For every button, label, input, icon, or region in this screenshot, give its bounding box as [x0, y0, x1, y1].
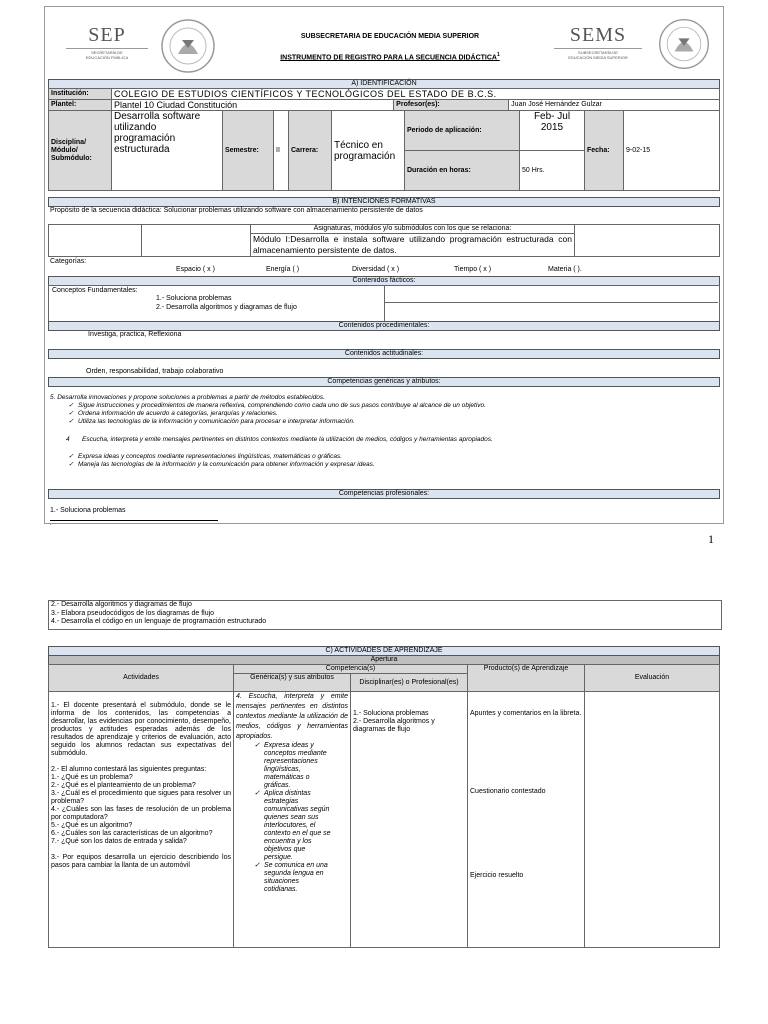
fecha-value: 9-02-15 [624, 111, 720, 191]
actividad-2-q3: 3.- ¿Cuál es el procedimiento que sigues para resolver un problema? [51, 790, 231, 805]
check-icon: ✓ [68, 418, 74, 425]
generica-4-b: Maneja las tecnologías de la información y la comunicación para obtener información y expresar ideas. [78, 461, 375, 468]
actividad-2-q6: 6.- ¿Cuáles son las características de un algoritmo? [51, 830, 213, 837]
generica-4-a-row [50, 453, 718, 461]
actividad-2-q7: 7.- ¿Qué son los datos de entrada y salida? [51, 838, 187, 845]
categoria-diversidad: Diversidad ( x ) [352, 266, 400, 273]
actividad-2-q1: 1.- ¿Qué es un problema? [51, 774, 133, 781]
generica-a: Expresa ideas y conceptos mediante representaciones lingüísticas, matemáticas o gráficas. [264, 742, 327, 789]
generica-c-row [236, 862, 348, 894]
actitudinal-value: Orden, responsabilidad, trabajo colaborativo [86, 368, 224, 375]
identificacion-table-2 [48, 110, 720, 191]
generica-4-b-row [50, 461, 718, 469]
asignaturas-right-blank [575, 225, 720, 257]
actividad-2-q5: 5.- ¿Qué es un algoritmo? [51, 822, 133, 829]
profesional-1: 1.- Soluciona problemas [50, 507, 126, 514]
duracion-value: 50 Hrs. [520, 151, 585, 191]
institucion-value: COLEGIO DE ESTUDIOS CIENTÍFICOS Y TECNOLÓGICOS DEL ESTADO DE B.C.S. [112, 89, 720, 100]
fecha-label: Fecha: [585, 111, 624, 191]
disciplina-label: Disciplina/ Módulo/ Submódulo: [49, 111, 112, 191]
identificacion-table [48, 88, 720, 111]
header-title-2-text: INSTRUMENTO DE REGISTRO PARA LA SECUENCIA DIDÁCTICA [280, 54, 497, 62]
genericas-title: Competencias genéricas y atributos: [48, 377, 720, 387]
check-icon: ✓ [68, 402, 74, 409]
col-disciplinares: Disciplinar(es) o Profesional(es) [351, 674, 468, 692]
generica-4-row [50, 436, 718, 444]
generica-b: Aplica distintas estrategias comunicativas según quienes sean sus interlocutores, el contexto en el que se encuentra y los objetivos que persigue. [264, 790, 331, 861]
actividad-3: 3.- Por equipos desarrolla un ejercicio describiendo los pasos para cambiar la llanta de un automóvil [51, 854, 231, 869]
actividad-2-q2: 2.- ¿Qué es el planteamiento de un problema? [51, 782, 196, 789]
sems-logo-sub1: SUBSECRETARÍA DE [578, 50, 618, 55]
sems-logo-sub2: EDUCACIÓN MEDIA SUPERIOR [568, 55, 628, 60]
generica-5: 5. Desarrolla innovaciones y propone soluciones a problemas a partir de métodos establecidos. [50, 394, 325, 401]
generica-5-b: Ordena información de acuerdo a categorías, jerarquías y relaciones. [78, 410, 278, 417]
asignaturas-table [48, 224, 720, 257]
categorias-label: Categorías: [50, 258, 87, 265]
sep-logo-sub2: EDUCACIÓN PÚBLICA [85, 55, 129, 60]
fundamentales-label: Conceptos Fundamentales: [52, 287, 138, 294]
periodo-value: Feb- Jul 2015 [520, 111, 585, 151]
disciplina-value: Desarrolla software utilizando programación estructurada [112, 111, 223, 191]
disciplinar-2: 2.- Desarrolla algoritmos y diagramas de flujo [353, 718, 435, 733]
header-title-2-sup: 1 [496, 52, 500, 58]
profesional-3: 3.- Elabora pseudocódigos de los diagramas de flujo [51, 609, 215, 617]
profesionales-title: Competencias profesionales: [48, 489, 720, 499]
profesionales-continued [48, 600, 722, 630]
categoria-tiempo: Tiempo ( x ) [454, 266, 492, 273]
generica-text: 4. Escucha, interpreta y emite mensajes pertinentes en distintos contextos mediante la utilización de medios, códigos y herramientas apropiados. [236, 693, 348, 740]
genericas-cell [234, 692, 351, 948]
carrera-label: Carrera: [289, 111, 332, 191]
mexico-seal-right-icon [656, 16, 712, 72]
actividades-table [48, 664, 720, 948]
page-number: 1 [708, 532, 714, 546]
generica-c: Se comunica en una segunda lengua en situaciones cotidianas. [264, 862, 328, 893]
profesional-2: 2.- Desarrolla algoritmos y diagramas de flujo [51, 601, 192, 608]
institucion-label: Institución: [49, 89, 112, 100]
header-title-1: SUBSECRETARIA DE EDUCACIÓN MEDIA SUPERIOR [300, 33, 480, 40]
footnote-mark: . [50, 521, 52, 527]
generica-4: Escucha, interpreta y emite mensajes pertinentes en distintos contextos mediante la utilización de medios, códigos y herramientas apropiados. [82, 436, 493, 443]
generica-5-a-row [50, 402, 718, 410]
generica-4-num: 4 [66, 436, 70, 443]
categoria-espacio: Espacio ( x ) [176, 266, 215, 273]
producto-1: Apuntes y comentarios en la libreta. [470, 710, 582, 717]
factico-title: Contenidos fácticos: [48, 276, 720, 286]
actividad-2-q4: 4.- ¿Cuáles son las fases de resolución de un problema por computadora? [51, 806, 231, 821]
generica-5-c-row [50, 418, 718, 426]
productos-cell [468, 692, 585, 948]
semestre-label: Semestre: [223, 111, 274, 191]
fundamental-2: 2.- Desarrolla algoritmos y diagramas de flujo [156, 304, 297, 311]
profesional-4: 4.- Desarrolla el código en un lenguaje de programación estructurado [51, 618, 267, 625]
factico-divider [384, 285, 385, 321]
evaluacion-cell [585, 692, 720, 948]
categoria-materia: Materia ( ). [548, 266, 582, 273]
check-icon: ✓ [254, 790, 260, 797]
periodo-label: Periodo de aplicación: [405, 111, 520, 151]
section-a-title: A) IDENTIFICACIÓN [48, 79, 720, 89]
producto-3: Ejercicio resuelto [470, 872, 524, 879]
sems-logo-text: SEMS [569, 24, 627, 46]
profesor-value: Juan José Hernández Gulzar [509, 100, 720, 111]
plantel-value: Plantel 10 Ciudad Constitución [112, 100, 394, 111]
actitudinal-title: Contenidos actitudinales: [48, 349, 720, 359]
fundamental-1: 1.- Soluciona problemas [156, 295, 232, 302]
apertura-title: Apertura [48, 655, 720, 665]
proposito: Propósito de la secuencia didáctica: Solucionar problemas utilizando software con almacenamiento persistente de datos [50, 207, 423, 214]
col-evaluacion: Evaluación [585, 665, 720, 692]
asignaturas-value: Módulo I:Desarrolla e instala software utilizando programación estructurada con almacenamiento persistente de datos. [251, 234, 575, 257]
carrera-value: Técnico en programación [332, 111, 405, 191]
col-competencias: Competencia(s) [234, 665, 468, 674]
col-genericas: Genérica(s) y sus atributos [234, 674, 351, 692]
categorias-row [48, 266, 720, 275]
sep-logo-sub1: SECRETARÍA DE [91, 50, 123, 55]
generica-5-a: Sigue instrucciones y procedimientos de manera reflexiva, comprendiendo como cada uno de sus pasos contribuye al alcance de un objetivo. [78, 402, 486, 409]
header-title-2 [240, 52, 540, 61]
plantel-label: Plantel: [49, 100, 112, 111]
asignaturas-mid-blank [142, 225, 251, 257]
semestre-value: II [274, 111, 289, 191]
sep-logo-text: SEP [88, 24, 126, 46]
section-c-title: C) ACTIVIDADES DE APRENDIZAJE [48, 646, 720, 656]
section-b-title: B) INTENCIONES FORMATIVAS [48, 197, 720, 207]
procedimental-title: Contenidos procedimentales: [48, 321, 720, 331]
sems-logo [550, 24, 646, 64]
profesor-label: Profesor(es): [394, 100, 509, 111]
check-icon: ✓ [68, 453, 74, 460]
sep-logo [62, 24, 152, 64]
check-icon: ✓ [254, 862, 260, 869]
generica-5-b-row [50, 410, 718, 418]
factico-hline [384, 302, 718, 303]
actividad-1: 1.- El docente presentará el submódulo, donde se le informa de los contenidos, las competencias a desarrollar, las evidencias por conocimiento, desempeño, productos y actitudes esperadas además de los resultados de aprendizaje y criterios de evaluación, acto seguido los alumnos redactan sus expectativas del submódulo. [51, 702, 231, 757]
generica-a-row [236, 742, 348, 790]
generica-4-a: Expresa ideas y conceptos mediante representaciones lingüísticas, matemáticas o gráficas. [78, 453, 343, 460]
check-icon: ✓ [254, 742, 260, 749]
check-icon: ✓ [68, 461, 74, 468]
duracion-label: Duración en horas: [405, 151, 520, 191]
generica-b-row [236, 790, 348, 862]
col-productos: Producto(s) de Aprendizaje [468, 665, 585, 692]
actividad-2: 2.- El alumno contestará las siguientes preguntas: [51, 766, 207, 773]
categoria-energia: Energía ( ) [266, 266, 300, 273]
asignaturas-label: Asignaturas, módulos y/o submódulos con los que se relaciona: [251, 225, 575, 234]
producto-2: Cuestionario contestado [470, 788, 546, 795]
disciplinar-1: 1.- Soluciona problemas [353, 710, 429, 717]
genericas-block [50, 394, 718, 469]
disciplinares-cell [351, 692, 468, 948]
col-actividades: Actividades [49, 665, 234, 692]
asignaturas-left-blank [49, 225, 142, 257]
procedimental-value: Investiga, practica, Reflexiona [88, 331, 182, 338]
mexico-seal-left-icon [158, 16, 218, 76]
generica-5-c: Utiliza las tecnologías de la información y comunicación para procesar e interpretar información. [78, 418, 355, 425]
footnote-rule [50, 520, 218, 521]
check-icon: ✓ [68, 410, 74, 417]
actividades-cell [49, 692, 234, 948]
